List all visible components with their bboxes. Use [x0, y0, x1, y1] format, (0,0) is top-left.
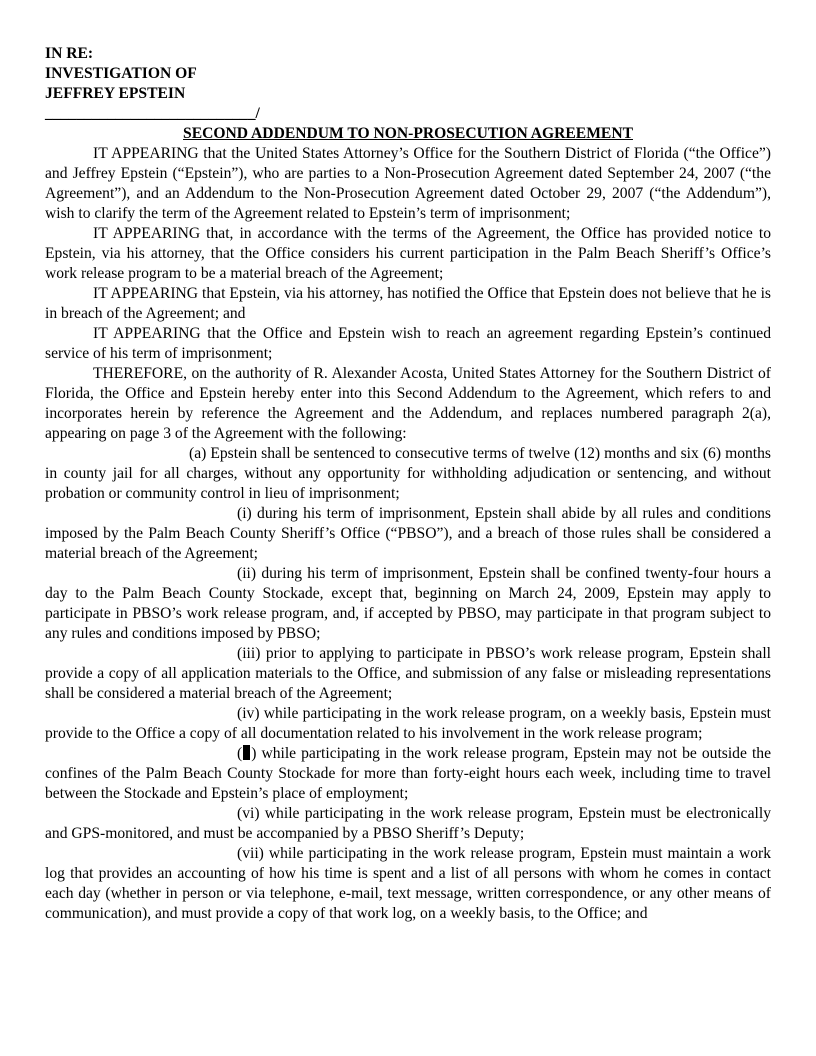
- case-caption: [45, 44, 771, 124]
- subparagraph-a: (a) Epstein shall be sentenced to consecutive terms of twelve (12) months and six (6) months in county jail for all charges, without any opportunity for withholding adjudication or sentencing, and without probation or community control in lieu of imprisonment;: [45, 445, 771, 502]
- subparagraph-vi: (vi) while participating in the work release program, Epstein must be electronically and GPS-monitored, and must be accompanied by a PBSO Sheriff’s Deputy;: [45, 805, 771, 842]
- subparagraph-iv: (iv) while participating in the work release program, on a weekly basis, Epstein must provide to the Office a copy of all documentation related to his involvement in the work release program;: [45, 705, 771, 742]
- document-title: SECOND ADDENDUM TO NON-PROSECUTION AGREEMENT: [183, 125, 633, 142]
- subparagraph-ii: (ii) during his term of imprisonment, Epstein shall be confined twenty-four hours a day to the Palm Beach County Stockade, except that, beginning on March 24, 2009, Epstein may apply to participate in PBSO’s work release program, and, if accepted by PBSO, may participate in that program subject to any rules and conditions imposed by PBSO;: [45, 565, 771, 642]
- paragraph-recital-1: IT APPEARING that the United States Attorney’s Office for the Southern District of Florida (“the Office”) and Jeffrey Epstein (“Epstein”), who are parties to a Non-Prosecution Agreement dated September 24, 2007 (“the Agreement”), and an Addendum to the Non-Prosecution Agreement dated October 29, 2007 (“the Addendum”), wish to clarify the term of the Agreement related to Epstein’s term of imprisonment;: [45, 145, 771, 222]
- document-page: [45, 44, 771, 924]
- subparagraph-v-open: (: [237, 745, 243, 762]
- subparagraph-i: (i) during his term of imprisonment, Epstein shall abide by all rules and conditions imposed by the Palm Beach County Sheriff’s Office (“PBSO”), and a breach of those rules shall be considered a material breach of the Agreement;: [45, 505, 771, 562]
- subparagraph-v-text: ) while participating in the work release program, Epstein may not be outside the confines of the Palm Beach County Stockade for more than forty-eight hours each week, including time to travel between the Stockade and Epstein’s place of employment;: [45, 745, 771, 802]
- caption-investigation-of: INVESTIGATION OF: [45, 65, 197, 82]
- caption-rule-line: ___________________________/: [45, 105, 260, 122]
- paragraph-recital-2: IT APPEARING that, in accordance with the terms of the Agreement, the Office has provided notice to Epstein, via his attorney, that the Office considers his current participation in the Palm Beach Sheriff’s Office’s work release program to be a material breach of the Agreement;: [45, 225, 771, 282]
- paragraph-therefore: THEREFORE, on the authority of R. Alexander Acosta, United States Attorney for the Southern District of Florida, the Office and Epstein hereby enter into this Second Addendum to the Agreement, which refers to and incorporates herein by reference the Agreement and the Addendum, and replaces numbered paragraph 2(a), appearing on page 3 of the Agreement with the following:: [45, 365, 771, 442]
- paragraph-recital-4: IT APPEARING that the Office and Epstein wish to reach an agreement regarding Epstein’s continued service of his term of imprisonment;: [45, 325, 771, 362]
- caption-in-re: IN RE:: [45, 45, 94, 62]
- paragraph-recital-3: IT APPEARING that Epstein, via his attorney, has notified the Office that Epstein does not believe that he is in breach of the Agreement; and: [45, 285, 771, 322]
- caption-subject-name: JEFFREY EPSTEIN: [45, 85, 186, 102]
- redaction-block: [243, 745, 250, 760]
- subparagraph-v: [45, 744, 771, 804]
- subparagraph-vii: (vii) while participating in the work release program, Epstein must maintain a work log that provides an accounting of how his time is spent and a list of all persons with whom he comes in contact each day (whether in person or via telephone, e-mail, text message, written correspondence, or any other means of communication), and must provide a copy of that work log, on a weekly basis, to the Office; and: [45, 845, 771, 922]
- subparagraph-iii: (iii) prior to applying to participate in PBSO’s work release program, Epstein shall provide a copy of all application materials to the Office, and submission of any false or misleading representations shall be considered a material breach of the Agreement;: [45, 645, 771, 702]
